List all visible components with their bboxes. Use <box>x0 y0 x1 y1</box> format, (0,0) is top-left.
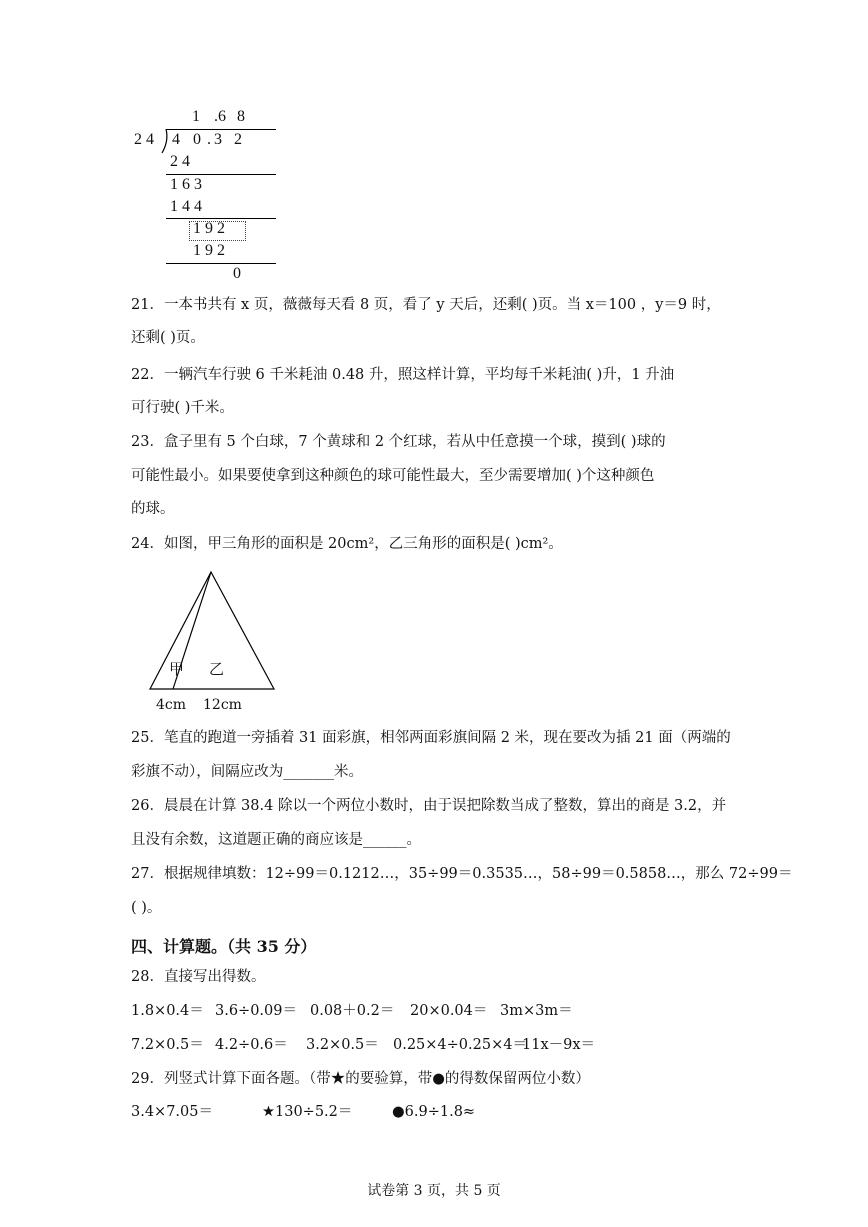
division-line <box>166 218 276 219</box>
question-22-line-1: 22．一辆汽车行驶 6 千米耗油 0.48 升，照这样计算，平均每千米耗油( )升，1 升油 <box>131 367 675 383</box>
calc-item: ★130÷5.2＝ <box>262 1104 353 1120</box>
quotient-point: . <box>214 108 218 125</box>
question-26-line-1: 26．晨晨在计算 38.4 除以一个两位小数时，由于误把除数当成了整数，算出的商是 3.2，并 <box>131 798 727 814</box>
calc-item: ●6.9÷1.8≈ <box>392 1104 476 1120</box>
calc-item: 7.2×0.5＝ <box>131 1037 204 1053</box>
question-23-line-3: 的球。 <box>131 501 175 517</box>
dividend-digit: 3 <box>214 131 222 148</box>
question-21-line-1: 21．一本书共有 x 页，薇薇每天看 8 页，看了 y 天后，还剩( )页。当 x＝100 ，y＝9 时， <box>131 297 721 313</box>
label-jia: 甲 <box>169 660 185 678</box>
division-step: 1 9 2 <box>193 242 225 259</box>
division-step: 1 4 4 <box>170 198 202 215</box>
calc-item: 11x－9x＝ <box>522 1037 596 1053</box>
base-length-right: 12cm <box>203 697 242 713</box>
calc-item: 3.6÷0.09＝ <box>215 1003 297 1019</box>
triangle-figure <box>140 565 285 715</box>
question-29-stem: 29．列竖式计算下面各题。（带★的要验算，带●的得数保留两位小数） <box>131 1071 590 1087</box>
label-yi: 乙 <box>209 660 225 678</box>
division-step: 2 4 <box>170 153 190 170</box>
base-length-left: 4cm <box>156 697 187 713</box>
question-24: 24．如图，甲三角形的面积是 20cm²，乙三角形的面积是( )cm²。 <box>131 536 563 552</box>
division-line <box>166 263 276 264</box>
page-footer: 试卷第 3 页，共 5 页 <box>367 1183 501 1199</box>
dividend-digit: 0 <box>193 131 201 148</box>
dividend-digit: 2 <box>234 131 242 148</box>
calc-item: 0.08＋0.2＝ <box>310 1003 395 1019</box>
question-25-line-1: 25．笔直的跑道一旁插着 31 面彩旗，相邻两面彩旗间隔 2 米，现在要改为插 21 面（两端的 <box>131 730 731 746</box>
quotient-digit: 8 <box>237 108 245 125</box>
quotient-digit: 1 <box>192 108 200 125</box>
calc-item: 4.2÷0.6＝ <box>215 1037 288 1053</box>
question-23-line-2: 可能性最小。如果要使拿到这种颜色的球可能性最大，至少需要增加( )个这种颜色 <box>131 468 655 484</box>
section-title: 四、计算题。（共 35 分） <box>131 937 317 956</box>
calc-item: 1.8×0.4＝ <box>131 1003 204 1019</box>
calc-item: 3.4×7.05＝ <box>131 1104 213 1120</box>
divisor: 2 4 <box>134 131 154 148</box>
quotient-digit: 6 <box>218 108 226 125</box>
dividend-point: . <box>207 131 211 148</box>
calc-item: 3m×3m＝ <box>500 1003 573 1019</box>
dividend-digit: 4 <box>172 131 180 148</box>
calc-item: 3.2×0.5＝ <box>306 1037 379 1053</box>
question-23-line-1: 23．盒子里有 5 个白球，7 个黄球和 2 个红球，若从中任意摸一个球，摸到( )球的 <box>131 434 666 450</box>
question-28-stem: 28．直接写出得数。 <box>131 969 266 985</box>
division-line <box>166 174 276 175</box>
question-27-line-1: 27．根据规律填数：12÷99＝0.1212…，35÷99＝0.3535…，58÷99＝0.5858…，那么 72÷99＝ <box>131 866 793 882</box>
division-bracket <box>160 128 170 154</box>
calc-item: 20×0.04＝ <box>410 1003 488 1019</box>
question-25-line-2: 彩旗不动），间隔应改为_______米。 <box>131 764 363 780</box>
division-remainder: 0 <box>233 265 241 282</box>
division-bar <box>166 129 276 130</box>
question-27-line-2: ( )。 <box>131 900 162 916</box>
question-21-line-2: 还剩( )页。 <box>131 330 205 346</box>
division-step: 1 9 2 <box>193 220 225 237</box>
question-26-line-2: 且没有余数，这道题正确的商应该是______。 <box>131 832 421 848</box>
question-22-line-2: 可行驶( )千米。 <box>131 400 234 416</box>
calc-item: 0.25×4÷0.25×4＝ <box>393 1037 527 1053</box>
division-step: 1 6 3 <box>170 176 202 193</box>
